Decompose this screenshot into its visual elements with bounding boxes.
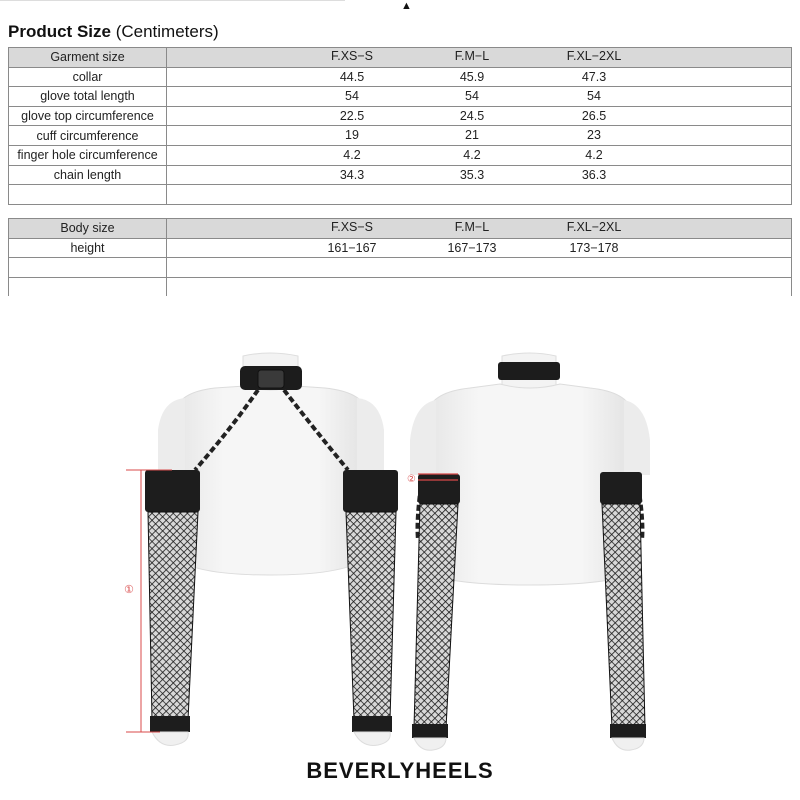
table-row-empty — [9, 258, 792, 278]
header-size-xs-s: F.XS−S — [330, 49, 374, 63]
marker-2-label: ② — [407, 474, 416, 485]
cell-value: 19 — [345, 128, 359, 143]
marker-1-label: ① — [124, 584, 134, 596]
cell-value: 45.9 — [459, 69, 485, 84]
cell-value: 173−178 — [569, 240, 619, 255]
table-row — [9, 87, 792, 107]
cell-value: 54 — [465, 89, 479, 104]
table-row — [9, 67, 792, 87]
cell-value: 23 — [587, 128, 601, 143]
cell-value: 4.2 — [343, 147, 361, 162]
table-row-empty — [9, 277, 792, 296]
cell-value: 47.3 — [581, 69, 607, 84]
table-row-empty — [9, 185, 792, 205]
glove-cuff — [145, 470, 200, 512]
header-size-m-l: F.M−L — [454, 220, 490, 234]
cell-value: 24.5 — [459, 108, 485, 123]
row-label: finger hole circumference — [9, 145, 167, 165]
back-mannequin — [410, 353, 650, 750]
header-size-m-l: F.M−L — [454, 49, 490, 63]
table-row — [9, 145, 792, 165]
garment-size-table — [8, 47, 792, 205]
row-label: chain length — [9, 165, 167, 185]
table-row — [9, 126, 792, 146]
table-header-row — [9, 48, 792, 68]
cell-value: 21 — [465, 128, 479, 143]
cell-value: 54 — [345, 89, 359, 104]
brand-watermark: BEVERLYHEELS — [306, 758, 494, 783]
row-label: glove top circumference — [9, 106, 167, 126]
front-mannequin — [145, 353, 398, 745]
header-label: Garment size — [9, 48, 167, 68]
cell-value: 4.2 — [585, 147, 603, 162]
cell-value: 4.2 — [463, 147, 481, 162]
up-arrow-icon[interactable]: ▲ — [401, 0, 412, 12]
top-divider — [0, 0, 345, 1]
cell-value: 54 — [587, 89, 601, 104]
page-title: Product Size (Centimeters) — [8, 22, 219, 41]
header-label: Body size — [9, 219, 167, 239]
cell-value: 26.5 — [581, 108, 607, 123]
product-figure — [0, 340, 800, 760]
cell-value: 34.3 — [339, 167, 365, 182]
row-label: glove total length — [9, 87, 167, 107]
row-label: collar — [9, 67, 167, 87]
table-row — [9, 106, 792, 126]
header-size-xl-2xl: F.XL−2XL — [566, 220, 622, 234]
table-row — [9, 238, 792, 258]
row-label: height — [9, 238, 167, 258]
cell-value: 36.3 — [581, 167, 607, 182]
cell-value: 167−173 — [447, 240, 497, 255]
row-label: cuff circumference — [9, 126, 167, 146]
table-header-row — [9, 219, 792, 239]
body-size-table — [8, 218, 792, 296]
cell-value: 22.5 — [339, 108, 365, 123]
table-row — [9, 165, 792, 185]
header-size-xl-2xl: F.XL−2XL — [566, 49, 622, 63]
cell-value: 161−167 — [327, 240, 377, 255]
cell-value: 44.5 — [339, 69, 365, 84]
header-size-xs-s: F.XS−S — [330, 220, 374, 234]
mesh-glove — [148, 512, 198, 720]
cell-value: 35.3 — [459, 167, 485, 182]
